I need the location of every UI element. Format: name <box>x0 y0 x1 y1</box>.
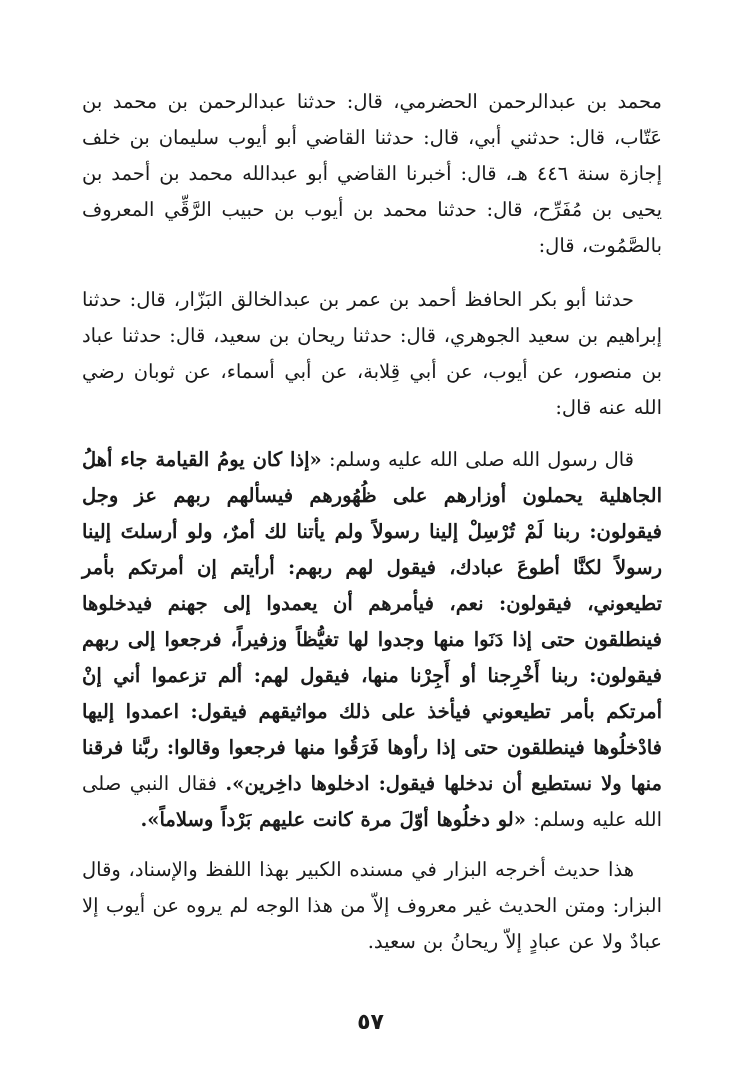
isnad-one-line: محمد بن عبدالرحمن الحضرمي، قال: حدثنا عبدالرحمن بن محمد بن عَتّاب، <box>82 90 662 149</box>
isnad-two-line: منصور، عن أيوب، عن أبي قِلابة، عن أبي أسماء، عن ثوبان رضي الله عنه <box>82 360 662 419</box>
isnad-paragraph-one <box>82 84 662 264</box>
hadith-text: «إذا كان يومُ القيامة جاء أهلُ الجاهلية يحملون أوزارهم على ظُهُورهم فيسألهم ربهم عز وجل فيقولون: ربنا لَمْ تُرْسِلْ إلينا رسولاً ولم يأتنا لك أمرٌ، ولو أرسلتَ إلينا رسولاً لكنَّا أطوعَ عبادك، فيقول لهم ربهم: أرأيتم إن أمرتكم بأمر تطيعوني، فيقولون: نعم، فيأمرهم أن يعمدوا إلى جهنم فيدخلوها فينطلقون حتى إذا دَنَوا منها وجدوا لها تغيُّظاً وزفيراً، فرجعوا إلى ربهم فيقولون: ربنا أَخْرِجنا أو أَجِرْنا منها، فيقول لهم: ألم تزعموا أني إنْ أمرتكم بأمر تطيعوني فيأخذ على ذلك مواثيقهم فيقول: اعمدوا إليها فادْخلُوها فينطلقون حتى إذا رأوها فَرَقُوا منها فرجعوا وقالوا: ربَّنا فرقنا منها ولا نستطيع أن ندخلها فيقول: ادخلوها داخِرين». <box>82 448 662 795</box>
takhrij-line: ولا عن عبادٍ إلاّ ريحانُ بن سعيد. <box>367 930 623 953</box>
hadith-paragraph <box>82 442 662 838</box>
page-number: ٥٧ <box>357 1010 384 1035</box>
isnad-two-line: حدثنا أبو بكر الحافظ أحمد بن عمر بن عبدالخالق البَزّار، قال: حدثنا <box>82 288 634 311</box>
isnad-one-line: ٤٤٦ هـ، قال: أخبرنا القاضي أبو عبدالله محمد بن أحمد بن يحيى بن مُفَرِّح، <box>82 162 662 221</box>
page-body <box>82 84 662 1044</box>
isnad-two-line: إبراهيم بن سعيد الجوهري، قال: حدثنا ريحان بن سعيد، قال: حدثنا عباد بن <box>82 324 663 383</box>
isnad-one-line: قال: حدثنا محمد بن أيوب بن حبيب الرَّقِّي المعروف بالصَّمُوت، قال: <box>82 198 662 257</box>
isnad-two-line: قال: <box>555 396 592 419</box>
isnad-one-line: قال: حدثني أبي، قال: حدثنا القاضي أبو أيوب سليمان بن خلف إجازة سنة <box>82 126 662 185</box>
takhrij-paragraph <box>82 852 662 960</box>
takhrij-line: هذا حديث أخرجه البزار في مسنده الكبير بهذا اللفظ والإسناد، وقال <box>82 858 634 881</box>
isnad-paragraph-two <box>82 282 662 426</box>
hadith-conclusion-text: «لو دخلُوها أوّلَ مرة كانت عليهم بَرْداً وسلاماً». <box>140 808 526 831</box>
takhrij-line: البزار: ومتن الحديث غير معروف إلاّ من هذا الوجه لم يروه عن أيوب إلا عبادٌ <box>82 894 662 953</box>
hadith-conclusion-intro: فقال النبي صلى الله عليه وسلم: <box>82 772 662 831</box>
hadith-intro: قال رسول الله صلى الله عليه وسلم: <box>328 448 635 471</box>
